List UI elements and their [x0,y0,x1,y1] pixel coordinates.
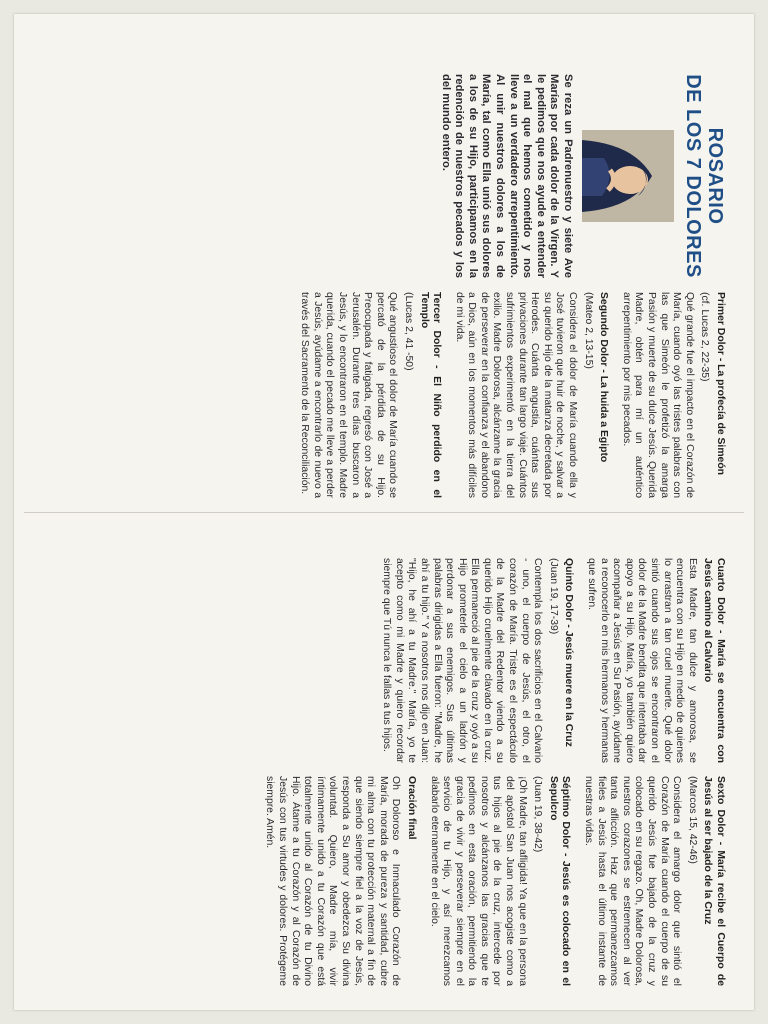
dolor-6-text: Considera el amargo dolor que sintió el Corazón de María cuando el cuerpo de su querido Jesús fue bajado de la cruz y colocado en su regazo. Oh, Madre Dolorosa, nuestros corazones se estremecen al ver tanta aflicción. Haz que permanezcamos fieles a Jesús hasta el último instante de nuestras vidas. [583,776,683,986]
left-column-1 [32,74,726,278]
left-column-2 [32,292,726,498]
dolor-2-ref: (Mateo 2, 13-15) [582,292,594,369]
dolor-1-title: Primer Dolor - La profecía de Simeón [715,292,726,476]
oracion-final-title: Oración final [405,776,417,840]
dolor-5-ref: (Juan 19, 17-39) [547,558,559,635]
right-column-1 [32,558,726,763]
dolor-5-text: Contempla los dos sacrificios en el Calvario - uno, el cuerpo de Jesús, el otro, el corazón de María. Triste es el espectáculo de la Madre del Redentor viendo a su querido Hijo cruelmente clavado en la cruz. Ella permaneció al pie de la cruz y oyó a su Hijo prometerle el cielo a un ladrón y perdonar a sus enemigos. Sus últimas palabras dirigidas a Ella fueron: "Madre, he ahí a tu hijo." Y a nosotros nos dijo en Juan: "Hijo, he ahí a tu Madre." María, yo te acepto como mi Madre y quiero recordar siempre que Tú nunca le fallas a tus hijos. [381,558,544,763]
dolor-3-text: Qué angustioso el dolor de María cuando se percató de la pérdida de su Hijo. Preocupada y fatigada, regresó con José a Jerusalén. Durante tres días buscaron a Jesús, y lo encontraron en el templo. Madre querida, cuando el pecado me lleve a perder a Jesús, ayúdame a encontrarlo de nuevo a través del Sacramento de la Reconciliación. [299,292,399,498]
dolor-6-ref: (Marcos 15, 42-46) [686,776,698,864]
oracion-final-text: Oh Doloroso e Inmaculado Corazón de María, morada de pureza y santidad, cubre mi alma con tu protección maternal a fin de que siendo siempre fiel a la voz de Jesús, responda a Su amor y obedezca Su divina voluntad. Quiero, Madre mía, vivir íntimamente unido a tu Corazón que está totalmente unido al Corazón de tu Divino Hijo. Átame a tu Corazón y al Corazón de Jesús con tus virtudes y dolores. Protégeme siempre. Amén. [264,776,402,986]
dolor-7-text: ¡Oh Madre, tan afligida! Ya que en la persona del apóstol San Juan nos acogiste como a tus hijos al pie de la cruz, intercede por nosotros y alcánzanos las gracias que te pedimos en esta oración, permitiendo la gracia de vivir y perseverar siempre en el servicio de tu Hijo, y así merezcamos alabarlo eternamente en el cielo. [428,776,528,986]
dolor-7-ref: (Juan 19, 38-42) [532,776,544,853]
intro-text: Se reza un Padrenuestro y siete Ave Marías por cada dolor de la Virgen. Y le pedimos que nos ayude a entender el mal que hemos cometido y nos lleve a un verdadero arrepentimiento. Al unir nuestros dolores a los de María, tal como Ella unió sus dolores a los de su Hijo, participamos en la redención de nuestros pecados y los del mundo entero. [439,74,574,278]
image-wrap [582,74,674,278]
dolor-2-text: Considera el dolor de María cuando ella y José tuvieron que huir de noche, y salvar a su querido Hijo de la matanza decretada por Herodes. Cuánta angustia, cuántas sus privaciones durante tan largo viaje. Cuántos sufrimientos experimentó en la tierra del exilio. Madre Dolorosa, alcánzame la gracia de perseverar en la confianza y el abandono a Dios, aún en los momentos más difíciles de mi vida. [453,292,579,498]
dolor-1-ref: (cf. Lucas 2, 22-35) [699,292,711,382]
dolor-1-text: Qué grande fue el impacto en el Corazón de María, cuando oyó las tristes palabras con las que Simeón le profetizó la amarga Pasión y muerte de su dulce Jesús. Querida Madre, obtén para mí un auténtico arrepentimiento por mis pecados. [620,292,695,498]
virgin-dolorosa-image [582,130,674,222]
dolor-3-ref: (Lucas 2, 41 -50) [402,292,414,371]
dolor-4-title: Cuarto Dolor - María se encuentra con Jesús camino al Calvario [702,558,726,763]
dolor-5-title: Quinto Dolor - Jesús muere en la Cruz [563,558,575,747]
dolor-3-title: Tercer Dolor - El Niño perdido en el Templo [418,292,443,498]
dolor-6-title: Sexto Dolor - María recibe el Cuerpo de Jesús al ser bajado de la Cruz [702,776,726,986]
dolor-2-title: Segundo Dolor - La huida a Egipto [598,292,610,463]
title-line-2: DE LOS 7 DOLORES [682,74,704,278]
title-block [682,74,726,278]
title-line-1: ROSARIO [704,127,726,225]
leaflet-sheet [14,14,754,1010]
rotated-leaflet [14,14,754,1010]
right-column-2 [32,776,726,986]
dolor-7-title: Séptimo Dolor - Jesús es colocado en el Sepulcro [547,776,572,986]
dolor-4-text: Esta Madre, tan dulce y amorosa, se encuentra con su Hijo en medio de quienes lo arrastran a tan cruel muerte. Qué dolor sintió cuando sus ojos se encontraron el dolor de la Madre bendita que intentaba dar apoyo a su Hijo. María, yo también quiero acompañar a Jesús en Su Pasión, ayúdame a reconocerlo en mis hermanos y hermanas que sufren. [586,558,698,763]
fold-line [24,512,744,513]
